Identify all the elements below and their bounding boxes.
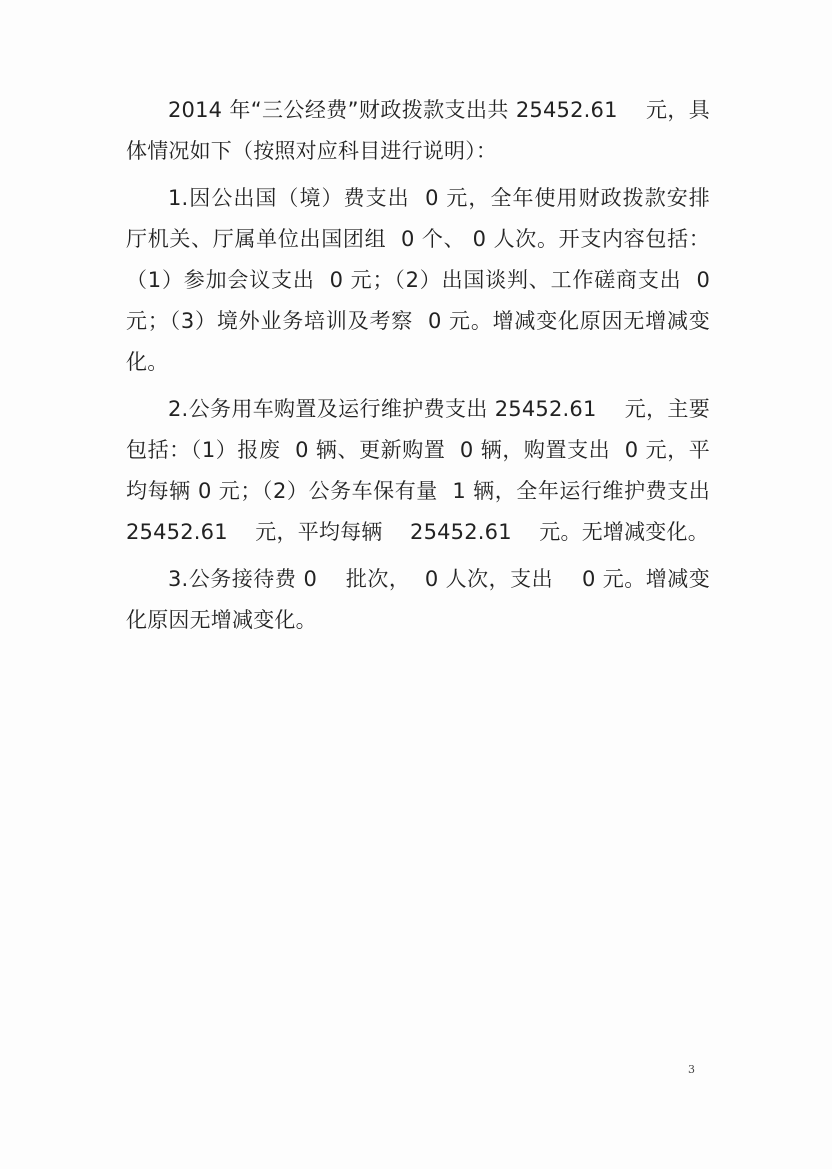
paragraph-summary: 2014 年“三公经费”财政拨款支出共 25452.61 元，具体情况如下（按照对应科目进行说明）：: [126, 98, 710, 163]
page-number: 3: [688, 1063, 695, 1076]
document-body: [126, 90, 717, 647]
paragraph-official-reception: 3.公务接待费 0 批次， 0 人次，支出 0 元。增减变化原因无增减变化。: [126, 567, 710, 632]
paragraph-official-vehicles: 2.公务用车购置及运行维护费支出 25452.61 元，主要包括：（1）报废 0 辆、更新购置 0 辆，购置支出 0 元，平均每辆 0 元；（2）公务车保有量 1 辆，全年运行维护费支出 25452.61 元，平均每辆 25452.61 元。无增减变化。: [126, 397, 717, 544]
paragraph-overseas-travel: 1.因公出国（境）费支出 0 元，全年使用财政拨款安排厅机关、厅属单位出国团组 0 个、 0 人次。开支内容包括：（1）参加会议支出 0 元；（2）出国谈判、工作磋商支出 0 元；（3）境外业务培训及考察 0 元。增减变化原因无增减变化。: [126, 186, 717, 374]
